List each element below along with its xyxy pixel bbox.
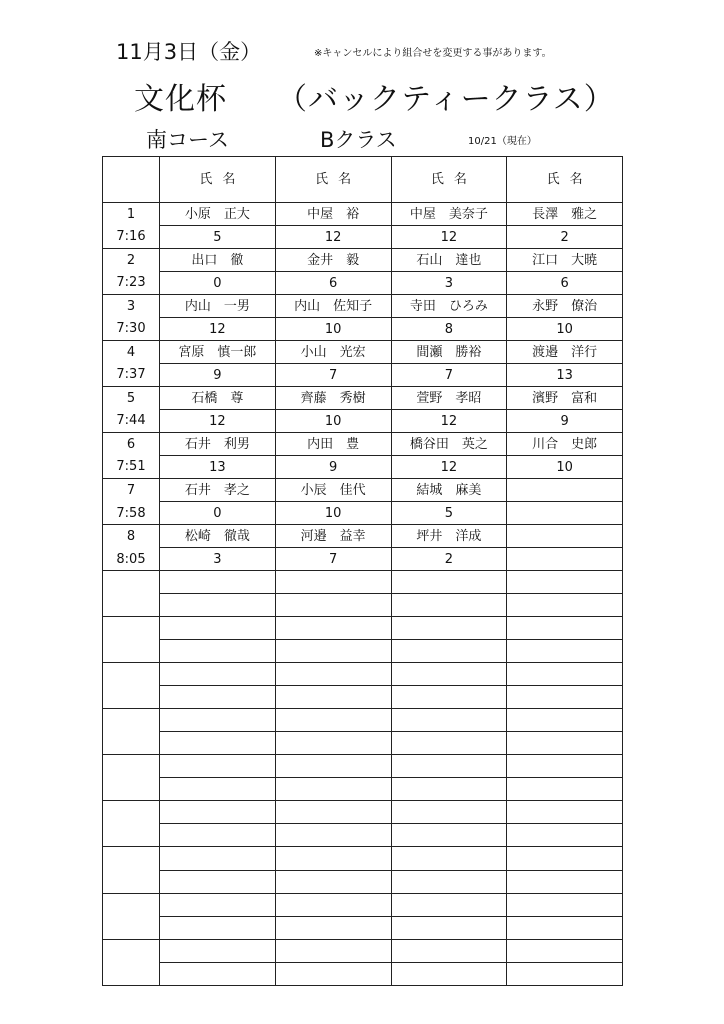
empty-cell [160,939,276,962]
player-value: 12 [391,456,507,479]
player-value: 3 [160,548,276,571]
player-name: 出口 徹 [160,249,276,272]
header-name-4: 氏名 [507,157,623,203]
table-row [103,502,623,525]
table-row [103,249,623,272]
player-name: 小山 光宏 [275,341,391,364]
group-number: 5 [103,387,160,410]
empty-cell [507,939,623,962]
empty-cell [391,571,507,594]
player-name: 金井 毅 [275,249,391,272]
player-value: 7 [275,548,391,571]
empty-row [103,916,623,939]
empty-cell [160,801,276,824]
player-value: 5 [160,226,276,249]
player-name: 寺田 ひろみ [391,295,507,318]
event-title [134,74,615,118]
player-value: 12 [160,410,276,433]
empty-row [103,594,623,617]
empty-cell [391,594,507,617]
group-number: 1 [103,203,160,226]
player-name: 石山 達也 [391,249,507,272]
empty-group-cell [103,939,160,985]
player-name: 石橋 尊 [160,387,276,410]
empty-cell [160,732,276,755]
empty-cell [275,755,391,778]
empty-cell [160,824,276,847]
group-number: 6 [103,433,160,456]
tee-time: 7:23 [103,272,160,295]
empty-cell [391,640,507,663]
player-value: 12 [160,318,276,341]
player-name: 齊藤 秀樹 [275,387,391,410]
empty-cell [275,962,391,985]
group-number: 2 [103,249,160,272]
empty-cell [275,732,391,755]
player-value: 10 [275,502,391,525]
player-value: 9 [275,456,391,479]
table-row [103,410,623,433]
empty-cell [391,939,507,962]
table-row [103,548,623,571]
player-value: 12 [275,226,391,249]
player-name: 石井 利男 [160,433,276,456]
table-row [103,525,623,548]
group-number: 4 [103,341,160,364]
empty-cell [275,663,391,686]
player-name: 渡邉 洋行 [507,341,623,364]
empty-row [103,962,623,985]
player-value: 8 [391,318,507,341]
player-value: 10 [275,318,391,341]
player-name: 間瀬 勝裕 [391,341,507,364]
empty-cell [507,916,623,939]
empty-cell [507,686,623,709]
player-name: 小原 正大 [160,203,276,226]
empty-cell [507,732,623,755]
empty-cell [391,893,507,916]
empty-cell [275,847,391,870]
empty-group-cell [103,617,160,663]
player-value: 10 [275,410,391,433]
empty-row [103,778,623,801]
player-name: 松崎 徹哉 [160,525,276,548]
header-name-3: 氏名 [391,157,507,203]
table-row [103,226,623,249]
player-name: 小辰 佳代 [275,479,391,502]
group-number: 8 [103,525,160,548]
player-value: 7 [275,364,391,387]
empty-cell [160,663,276,686]
empty-cell [160,617,276,640]
empty-row [103,617,623,640]
empty-cell [275,709,391,732]
empty-row [103,893,623,916]
player-name: 内山 一男 [160,295,276,318]
player-value: 7 [391,364,507,387]
header-blank-cell [103,157,160,203]
empty-group-cell [103,893,160,939]
header-name-1: 氏名 [160,157,276,203]
player-name [507,525,623,548]
player-value: 3 [391,272,507,295]
empty-cell [160,640,276,663]
tee-time: 7:37 [103,364,160,387]
empty-row [103,640,623,663]
player-value: 9 [507,410,623,433]
player-name: 河邉 益幸 [275,525,391,548]
table-row [103,272,623,295]
empty-cell [507,962,623,985]
player-value: 2 [507,226,623,249]
empty-cell [391,778,507,801]
empty-group-cell [103,755,160,801]
empty-cell [507,824,623,847]
empty-cell [507,594,623,617]
tee-time: 8:05 [103,548,160,571]
empty-cell [391,686,507,709]
empty-cell [160,594,276,617]
player-name: 長澤 雅之 [507,203,623,226]
empty-cell [160,962,276,985]
player-value: 2 [391,548,507,571]
group-number: 3 [103,295,160,318]
empty-cell [391,962,507,985]
player-value: 6 [507,272,623,295]
empty-cell [160,847,276,870]
table-row [103,295,623,318]
player-name: 坪井 洋成 [391,525,507,548]
table-row [103,318,623,341]
empty-cell [160,571,276,594]
player-name [507,479,623,502]
group-number: 7 [103,479,160,502]
empty-cell [507,640,623,663]
player-name: 内山 佐知子 [275,295,391,318]
table-row [103,203,623,226]
empty-cell [391,916,507,939]
empty-cell [391,617,507,640]
empty-cell [507,893,623,916]
player-name: 中屋 美奈子 [391,203,507,226]
empty-group-cell [103,801,160,847]
empty-cell [275,916,391,939]
tee-time: 7:16 [103,226,160,249]
empty-cell [507,847,623,870]
player-value: 13 [507,364,623,387]
player-value: 13 [160,456,276,479]
player-name: 内田 豊 [275,433,391,456]
empty-cell [275,686,391,709]
player-name: 橋谷田 英之 [391,433,507,456]
empty-cell [507,617,623,640]
player-value: 12 [391,226,507,249]
empty-row [103,732,623,755]
tee-time: 7:51 [103,456,160,479]
empty-cell [275,571,391,594]
empty-cell [391,801,507,824]
player-name: 中屋 裕 [275,203,391,226]
tee-time: 7:30 [103,318,160,341]
player-name: 川合 史郎 [507,433,623,456]
event-title-main: 文化杯 [134,82,227,117]
player-value: 5 [391,502,507,525]
table-row [103,433,623,456]
event-title-sub: （バックティークラス） [277,82,615,117]
empty-row [103,686,623,709]
player-name: 江口 大暁 [507,249,623,272]
empty-cell [391,870,507,893]
empty-row [103,939,623,962]
empty-cell [275,617,391,640]
player-name: 萱野 孝昭 [391,387,507,410]
empty-cell [275,778,391,801]
empty-cell [507,663,623,686]
player-name: 濱野 富和 [507,387,623,410]
player-value: 0 [160,272,276,295]
empty-cell [160,870,276,893]
player-name: 永野 僚治 [507,295,623,318]
table-row [103,479,623,502]
empty-group-cell [103,709,160,755]
empty-cell [507,755,623,778]
class-name: Bクラス [320,128,397,152]
empty-row [103,755,623,778]
player-value: 6 [275,272,391,295]
table-header-row [103,157,623,203]
empty-cell [391,663,507,686]
player-value [507,502,623,525]
header-name-2: 氏名 [275,157,391,203]
table-row [103,364,623,387]
empty-cell [507,571,623,594]
empty-cell [160,709,276,732]
empty-cell [160,916,276,939]
empty-row [103,847,623,870]
empty-cell [275,824,391,847]
empty-cell [160,893,276,916]
player-name: 宮原 慎一郎 [160,341,276,364]
empty-cell [275,640,391,663]
player-name: 結城 麻美 [391,479,507,502]
empty-cell [275,893,391,916]
empty-cell [275,939,391,962]
empty-row [103,824,623,847]
tee-time: 7:58 [103,502,160,525]
empty-row [103,709,623,732]
empty-cell [275,801,391,824]
empty-cell [275,594,391,617]
player-name: 石井 孝之 [160,479,276,502]
empty-cell [507,801,623,824]
empty-row [103,663,623,686]
empty-cell [507,870,623,893]
course-name: 南コース [146,128,229,152]
table-row [103,387,623,410]
empty-cell [391,847,507,870]
empty-cell [160,778,276,801]
event-date: 11月3日（金） [116,40,262,64]
empty-group-cell [103,663,160,709]
tee-time: 7:44 [103,410,160,433]
pairings-table [102,156,623,986]
table-row [103,341,623,364]
empty-cell [507,709,623,732]
empty-row [103,870,623,893]
player-value: 10 [507,318,623,341]
empty-row [103,571,623,594]
empty-cell [391,824,507,847]
empty-cell [160,755,276,778]
empty-cell [391,732,507,755]
empty-cell [391,755,507,778]
empty-group-cell [103,847,160,893]
player-value: 0 [160,502,276,525]
player-value: 10 [507,456,623,479]
empty-group-cell [103,571,160,617]
player-value [507,548,623,571]
empty-cell [507,778,623,801]
empty-cell [275,870,391,893]
as-of-date: 10/21（現在） [468,136,537,147]
player-value: 12 [391,410,507,433]
empty-cell [160,686,276,709]
table-row [103,456,623,479]
empty-cell [391,709,507,732]
empty-row [103,801,623,824]
player-value: 9 [160,364,276,387]
cancellation-note: ※キャンセルにより組合せを変更する事があります。 [314,48,552,59]
